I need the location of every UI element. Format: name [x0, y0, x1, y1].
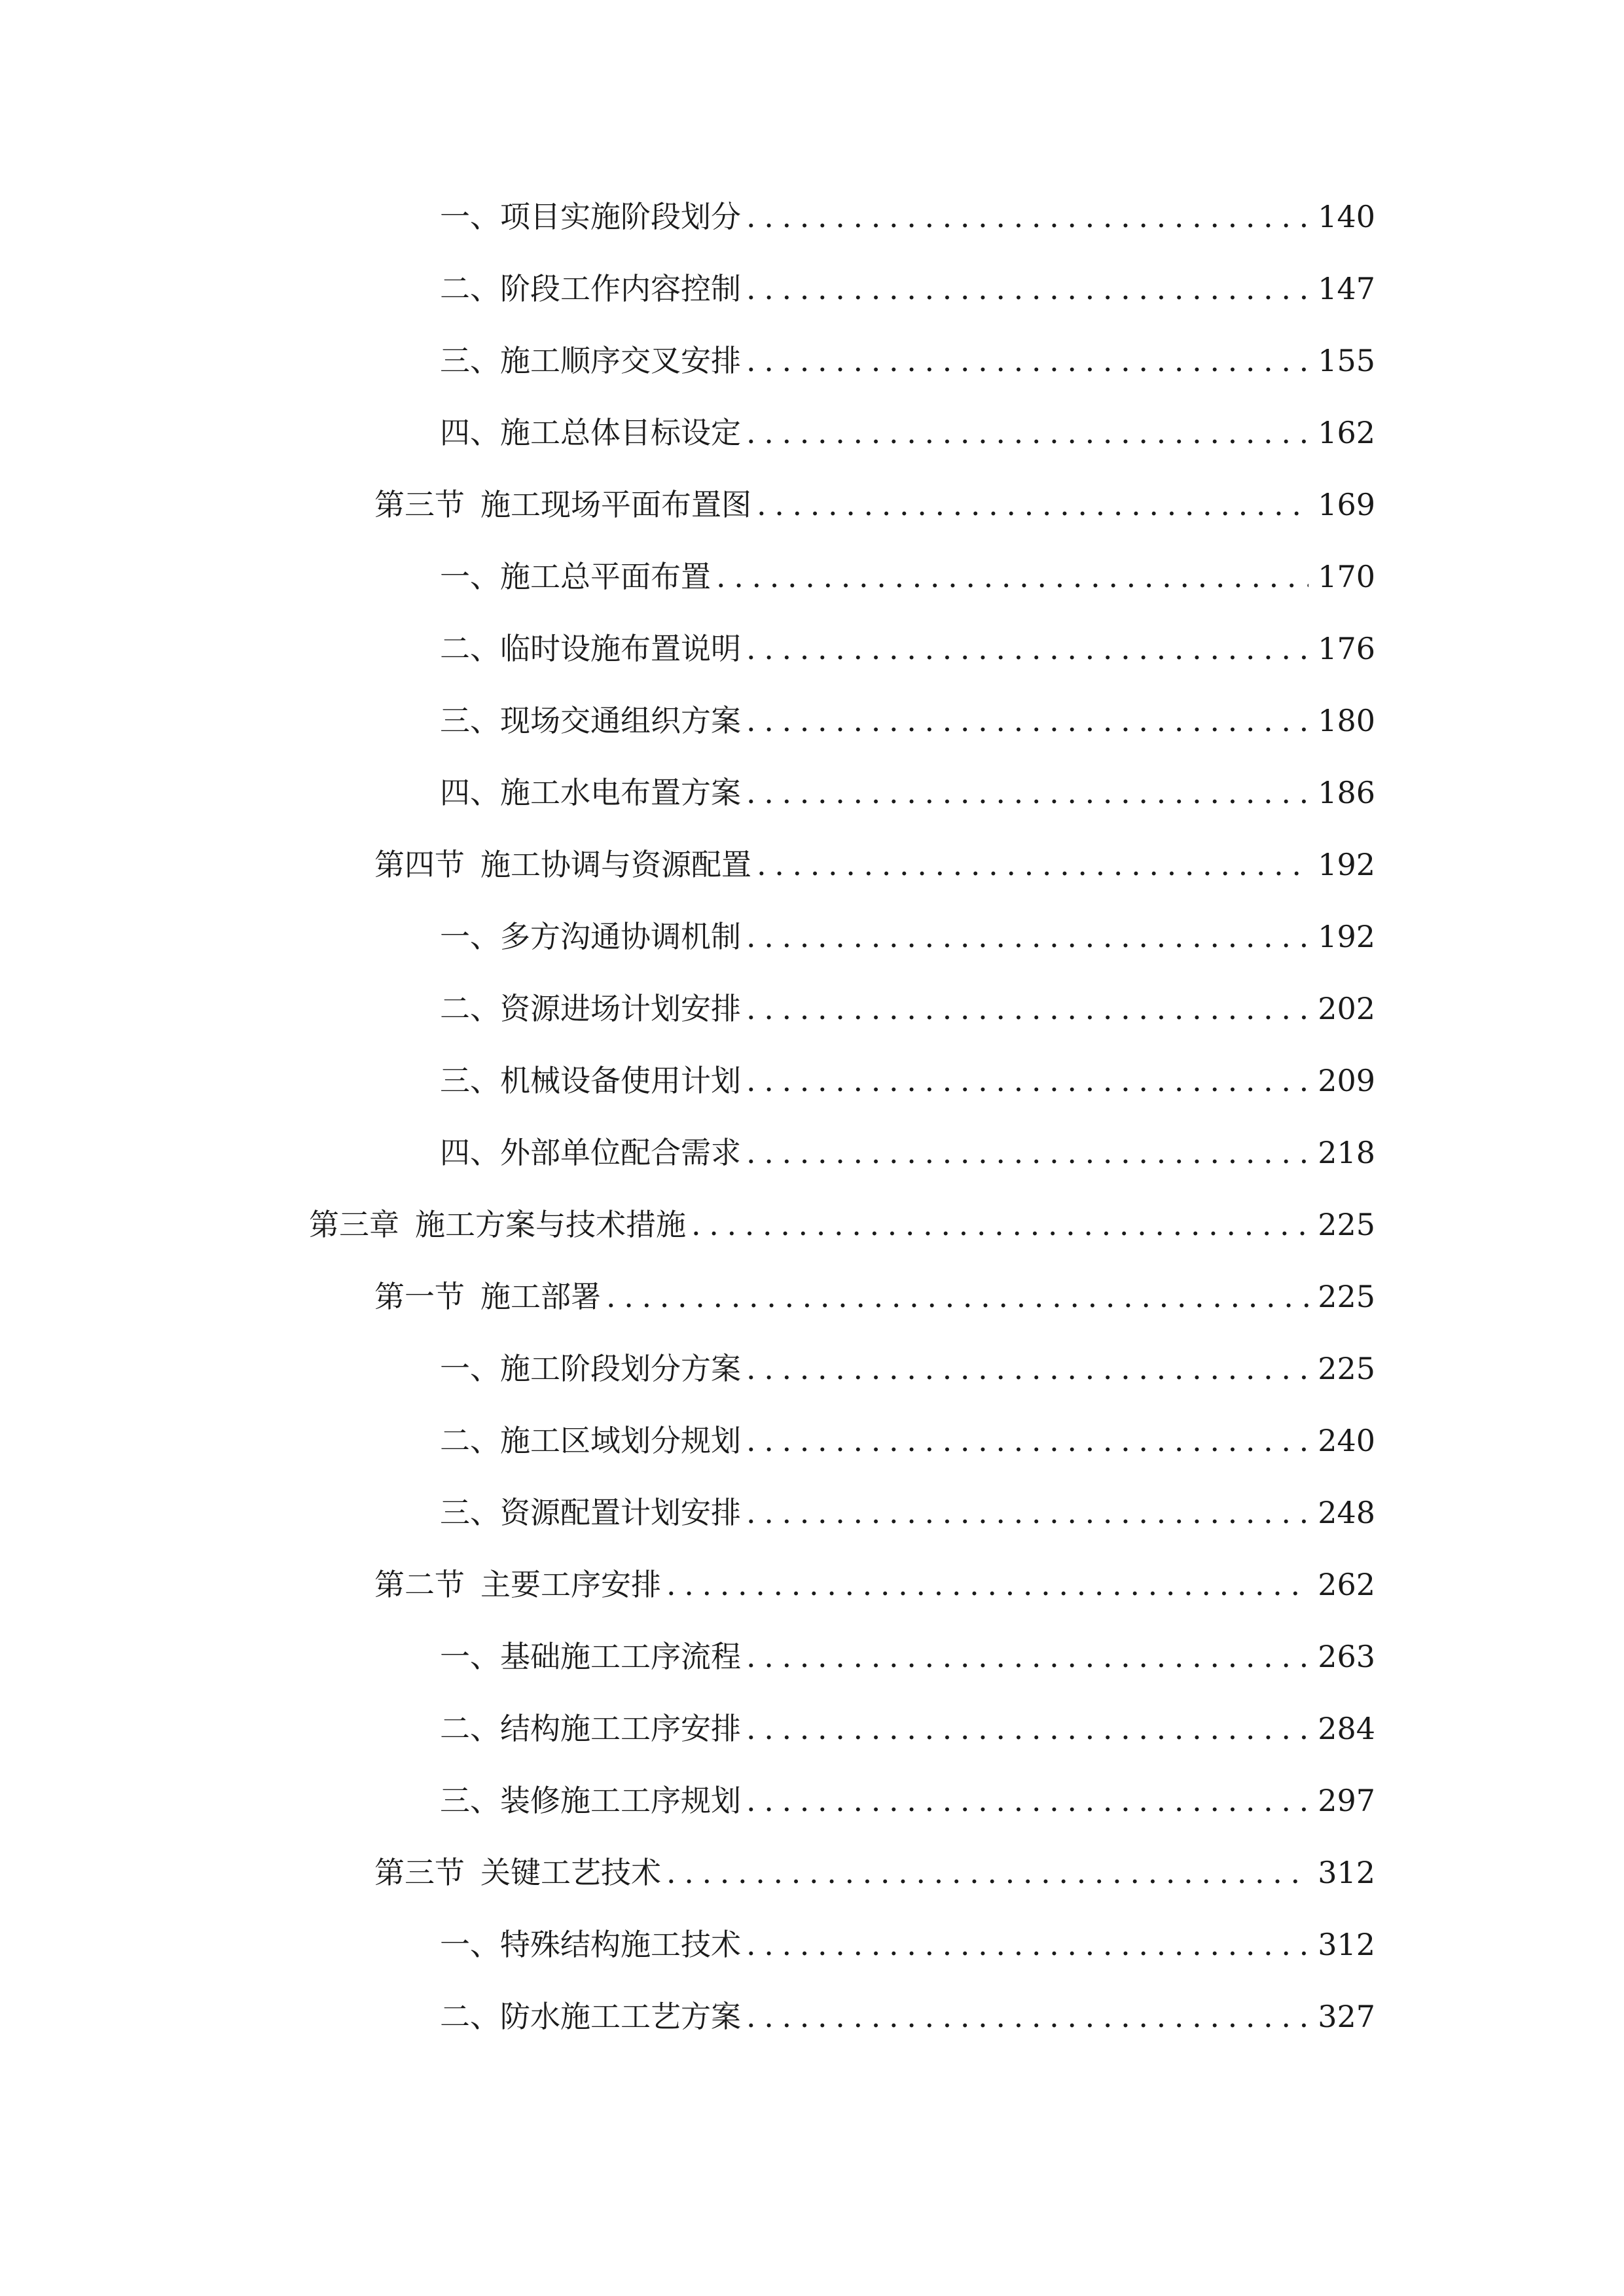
- toc-entry-page-number: 155: [1318, 343, 1375, 378]
- toc-entry-title: 施工阶段划分方案: [500, 1351, 741, 1386]
- toc-entry-title: 资源配置计划安排: [500, 1495, 741, 1530]
- toc-entry-number: 二、: [440, 1423, 500, 1458]
- toc-entry-page-number: 218: [1318, 1135, 1375, 1170]
- toc-entry-title: 机械设备使用计划: [500, 1063, 741, 1098]
- toc-entry-page-number: 169: [1318, 487, 1375, 522]
- toc-dot-leader: [746, 1489, 1308, 1536]
- toc-dot-leader: [716, 553, 1308, 600]
- toc-entry-page-number: 209: [1318, 1063, 1375, 1098]
- toc-dot-leader: [746, 337, 1308, 384]
- toc-entry-13[interactable]: [0, 1057, 1624, 1129]
- toc-dot-leader: [666, 1561, 1308, 1608]
- toc-entry-title: 施工方案与技术措施: [415, 1207, 686, 1242]
- toc-dot-leader: [746, 769, 1308, 816]
- toc-entry-number: 第三章: [309, 1207, 399, 1242]
- toc-entry-page-number: 248: [1318, 1495, 1375, 1530]
- toc-dot-leader: [746, 1633, 1308, 1680]
- toc-entry-page-number: 180: [1318, 703, 1375, 738]
- toc-entry-3[interactable]: [0, 337, 1624, 409]
- table-of-contents: [0, 193, 1624, 2065]
- toc-dot-leader: [746, 265, 1308, 312]
- toc-entry-2[interactable]: [0, 265, 1624, 337]
- toc-entry-page-number: 170: [1318, 559, 1375, 594]
- toc-entry-4[interactable]: [0, 409, 1624, 481]
- toc-entry-title: 施工协调与资源配置: [480, 847, 751, 882]
- toc-entry-22[interactable]: [0, 1705, 1624, 1777]
- toc-entry-11[interactable]: [0, 913, 1624, 985]
- toc-entry-number: 一、: [440, 1927, 500, 1962]
- toc-entry-title: 装修施工工序规划: [500, 1783, 741, 1818]
- toc-entry-7[interactable]: [0, 625, 1624, 697]
- toc-entry-number: 三、: [440, 343, 500, 378]
- toc-entry-number: 二、: [440, 631, 500, 666]
- toc-entry-number: 四、: [440, 1135, 500, 1170]
- toc-entry-19[interactable]: [0, 1489, 1624, 1561]
- toc-entry-23[interactable]: [0, 1777, 1624, 1849]
- toc-entry-page-number: 312: [1318, 1927, 1375, 1962]
- toc-entry-title: 外部单位配合需求: [500, 1135, 741, 1170]
- toc-entry-16[interactable]: [0, 1273, 1624, 1345]
- toc-entry-number: 二、: [440, 271, 500, 306]
- toc-entry-page-number: 186: [1318, 775, 1375, 810]
- toc-dot-leader: [746, 1921, 1308, 1968]
- toc-dot-leader: [746, 1417, 1308, 1464]
- toc-entry-1[interactable]: [0, 193, 1624, 265]
- toc-entry-page-number: 140: [1318, 199, 1375, 234]
- toc-entry-number: 三、: [440, 1063, 500, 1098]
- toc-dot-leader: [746, 193, 1308, 240]
- toc-entry-number: 一、: [440, 919, 500, 954]
- toc-dot-leader: [746, 1057, 1308, 1104]
- toc-dot-leader: [757, 481, 1308, 528]
- toc-entry-title: 结构施工工序安排: [500, 1711, 741, 1746]
- toc-entry-number: 第三节: [374, 487, 465, 522]
- toc-entry-12[interactable]: [0, 985, 1624, 1057]
- toc-entry-number: 三、: [440, 1783, 500, 1818]
- toc-entry-page-number: 162: [1318, 415, 1375, 450]
- toc-entry-number: 四、: [440, 775, 500, 810]
- toc-entry-number: 二、: [440, 1711, 500, 1746]
- toc-entry-title: 项目实施阶段划分: [500, 199, 741, 234]
- toc-entry-number: 二、: [440, 991, 500, 1026]
- toc-dot-leader: [746, 1129, 1308, 1176]
- toc-entry-page-number: 284: [1318, 1711, 1375, 1746]
- toc-entry-17[interactable]: [0, 1345, 1624, 1417]
- toc-entry-page-number: 192: [1318, 847, 1375, 882]
- toc-dot-leader: [666, 1849, 1308, 1896]
- toc-entry-page-number: 262: [1318, 1567, 1375, 1602]
- toc-entry-8[interactable]: [0, 697, 1624, 769]
- toc-entry-title: 主要工序安排: [480, 1567, 661, 1602]
- toc-entry-page-number: 297: [1318, 1783, 1375, 1818]
- toc-dot-leader: [746, 985, 1308, 1032]
- toc-entry-26[interactable]: [0, 1993, 1624, 2065]
- toc-dot-leader: [746, 409, 1308, 456]
- toc-entry-14[interactable]: [0, 1129, 1624, 1201]
- toc-entry-title: 施工部署: [480, 1279, 601, 1314]
- toc-entry-number: 三、: [440, 703, 500, 738]
- toc-entry-title: 施工现场平面布置图: [480, 487, 751, 522]
- toc-entry-title: 施工区域划分规划: [500, 1423, 741, 1458]
- toc-entry-number: 一、: [440, 1351, 500, 1386]
- toc-entry-title: 施工水电布置方案: [500, 775, 741, 810]
- toc-entry-title: 防水施工工艺方案: [500, 1999, 741, 2034]
- toc-dot-leader: [746, 1705, 1308, 1752]
- toc-entry-18[interactable]: [0, 1417, 1624, 1489]
- toc-entry-page-number: 176: [1318, 631, 1375, 666]
- toc-entry-title: 基础施工工序流程: [500, 1639, 741, 1674]
- toc-entry-page-number: 312: [1318, 1855, 1375, 1890]
- toc-dot-leader: [746, 697, 1308, 744]
- toc-dot-leader: [691, 1201, 1308, 1248]
- toc-entry-title: 资源进场计划安排: [500, 991, 741, 1026]
- toc-entry-page-number: 202: [1318, 991, 1375, 1026]
- toc-dot-leader: [746, 1345, 1308, 1392]
- toc-entry-5[interactable]: [0, 481, 1624, 553]
- toc-entry-page-number: 225: [1318, 1351, 1375, 1386]
- toc-entry-number: 一、: [440, 199, 500, 234]
- toc-dot-leader: [746, 1993, 1308, 2040]
- toc-entry-title: 阶段工作内容控制: [500, 271, 741, 306]
- toc-entry-title: 关键工艺技术: [480, 1855, 661, 1890]
- toc-dot-leader: [606, 1273, 1308, 1320]
- toc-entry-title: 临时设施布置说明: [500, 631, 741, 666]
- toc-dot-leader: [757, 841, 1308, 888]
- toc-dot-leader: [746, 913, 1308, 960]
- toc-entry-6[interactable]: [0, 553, 1624, 625]
- toc-entry-page-number: 192: [1318, 919, 1375, 954]
- toc-entry-page-number: 327: [1318, 1999, 1375, 2034]
- toc-entry-24[interactable]: [0, 1849, 1624, 1921]
- toc-entry-number: 第一节: [374, 1279, 465, 1314]
- toc-entry-21[interactable]: [0, 1633, 1624, 1705]
- toc-entry-number: 三、: [440, 1495, 500, 1530]
- toc-entry-number: 一、: [440, 559, 500, 594]
- toc-entry-25[interactable]: [0, 1921, 1624, 1993]
- toc-entry-title: 现场交通组织方案: [500, 703, 741, 738]
- toc-entry-number: 一、: [440, 1639, 500, 1674]
- toc-dot-leader: [746, 625, 1308, 672]
- toc-entry-number: 第四节: [374, 847, 465, 882]
- toc-entry-title: 特殊结构施工技术: [500, 1927, 741, 1962]
- toc-entry-20[interactable]: [0, 1561, 1624, 1633]
- toc-entry-page-number: 225: [1318, 1279, 1375, 1314]
- toc-entry-number: 四、: [440, 415, 500, 450]
- toc-entry-9[interactable]: [0, 769, 1624, 841]
- toc-entry-page-number: 240: [1318, 1423, 1375, 1458]
- toc-dot-leader: [746, 1777, 1308, 1824]
- toc-entry-title: 施工总体目标设定: [500, 415, 741, 450]
- toc-entry-15[interactable]: [0, 1201, 1624, 1273]
- toc-entry-page-number: 147: [1318, 271, 1375, 306]
- toc-entry-title: 施工顺序交叉安排: [500, 343, 741, 378]
- toc-entry-title: 多方沟通协调机制: [500, 919, 741, 954]
- toc-entry-page-number: 225: [1318, 1207, 1375, 1242]
- toc-entry-10[interactable]: [0, 841, 1624, 913]
- toc-entry-number: 二、: [440, 1999, 500, 2034]
- toc-entry-title: 施工总平面布置: [500, 559, 711, 594]
- toc-entry-number: 第三节: [374, 1855, 465, 1890]
- toc-entry-number: 第二节: [374, 1567, 465, 1602]
- toc-entry-page-number: 263: [1318, 1639, 1375, 1674]
